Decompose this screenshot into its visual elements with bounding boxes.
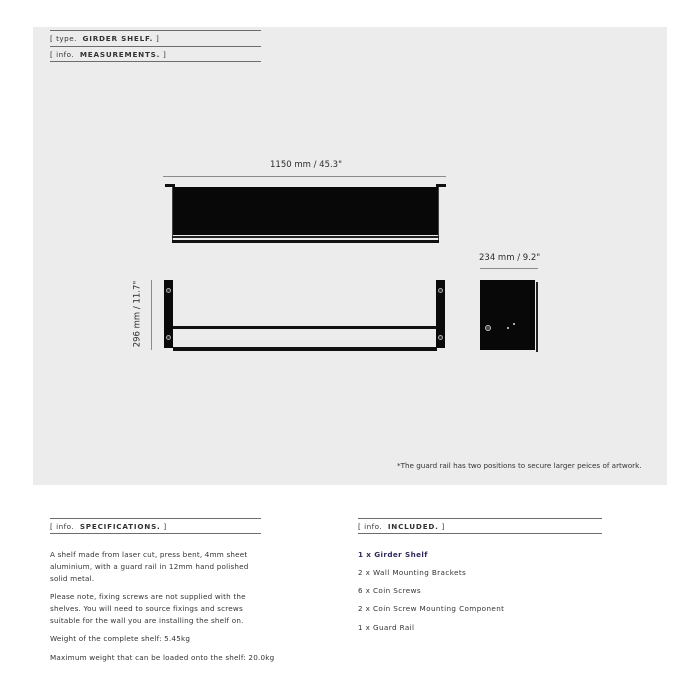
- left-bracket: [164, 280, 173, 348]
- header-tags: [50, 30, 261, 62]
- specifications-header: [50, 518, 261, 534]
- side-panel: [480, 280, 535, 350]
- info-title: MEASUREMENTS.: [79, 50, 161, 59]
- screw-icon: [438, 288, 443, 293]
- front-panel: [172, 187, 439, 235]
- included-item: 2 x Wall Mounting Brackets: [358, 568, 467, 577]
- measurements-panel: [33, 27, 667, 485]
- included-item: 1 x Girder Shelf: [358, 550, 428, 559]
- side-edge: [536, 282, 538, 352]
- shelf-base: [173, 347, 437, 351]
- info-suffix: ]: [162, 50, 167, 59]
- included-prefix: [ info.: [358, 522, 383, 531]
- depth-dimension-label: 234 mm / 9.2": [479, 253, 541, 263]
- included-item: 2 x Coin Screw Mounting Component: [358, 604, 505, 613]
- front-right-edge: [438, 187, 439, 243]
- included-title: INCLUDED.: [387, 522, 439, 531]
- hole-dot: [513, 323, 515, 325]
- screw-icon: [485, 325, 491, 331]
- front-base-rail: [172, 240, 439, 243]
- type-suffix: ]: [156, 34, 160, 43]
- front-left-edge: [172, 187, 173, 243]
- screw-icon: [166, 288, 171, 293]
- depth-dimension-line: [480, 268, 538, 269]
- spec-suffix: ]: [163, 522, 167, 531]
- type-prefix: [ type.: [50, 34, 77, 43]
- info-tag: [50, 46, 261, 62]
- type-tag: [50, 30, 261, 46]
- spec-prefix: [ info.: [50, 522, 75, 531]
- included-item: 1 x Guard Rail: [358, 623, 415, 632]
- included-section: [358, 518, 602, 632]
- screw-icon: [166, 335, 171, 340]
- screw-icon: [438, 335, 443, 340]
- spec-fixing-note: Please note, fixing screws are not supplied with the shelves. You will need to source fixings and screws suitable for the wall you are installing the shelf on.: [50, 592, 246, 625]
- hole-dot: [507, 327, 509, 329]
- height-dimension-label: 296 mm / 11.7": [132, 280, 143, 348]
- included-item: 6 x Coin Screws: [358, 586, 422, 595]
- spec-weight: Weight of the complete shelf: 5.45kg: [50, 634, 191, 643]
- width-dimension-line: [163, 176, 446, 177]
- info-prefix: [ info.: [50, 50, 75, 59]
- right-bracket: [436, 280, 445, 348]
- spec-max-load: Maximum weight that can be loaded onto the shelf: 20.0kg: [50, 653, 275, 662]
- product-type: GIRDER SHELF.: [82, 34, 154, 43]
- guard-rail: [173, 326, 437, 329]
- front-guard-rail: [172, 236, 439, 238]
- width-dimension-label: 1150 mm / 45.3": [270, 160, 342, 170]
- included-suffix: ]: [441, 522, 445, 531]
- included-header: [358, 518, 602, 534]
- height-dimension-line: [151, 280, 152, 350]
- spec-material: A shelf made from laser cut, press bent, 4mm sheet aluminium, with a guard rail in 12mm hand polished solid metal.: [50, 550, 249, 583]
- specifications-section: [50, 518, 275, 662]
- spec-title: SPECIFICATIONS.: [79, 522, 161, 531]
- guard-rail-footnote: *The guard rail has two positions to secure larger peices of artwork.: [397, 461, 642, 470]
